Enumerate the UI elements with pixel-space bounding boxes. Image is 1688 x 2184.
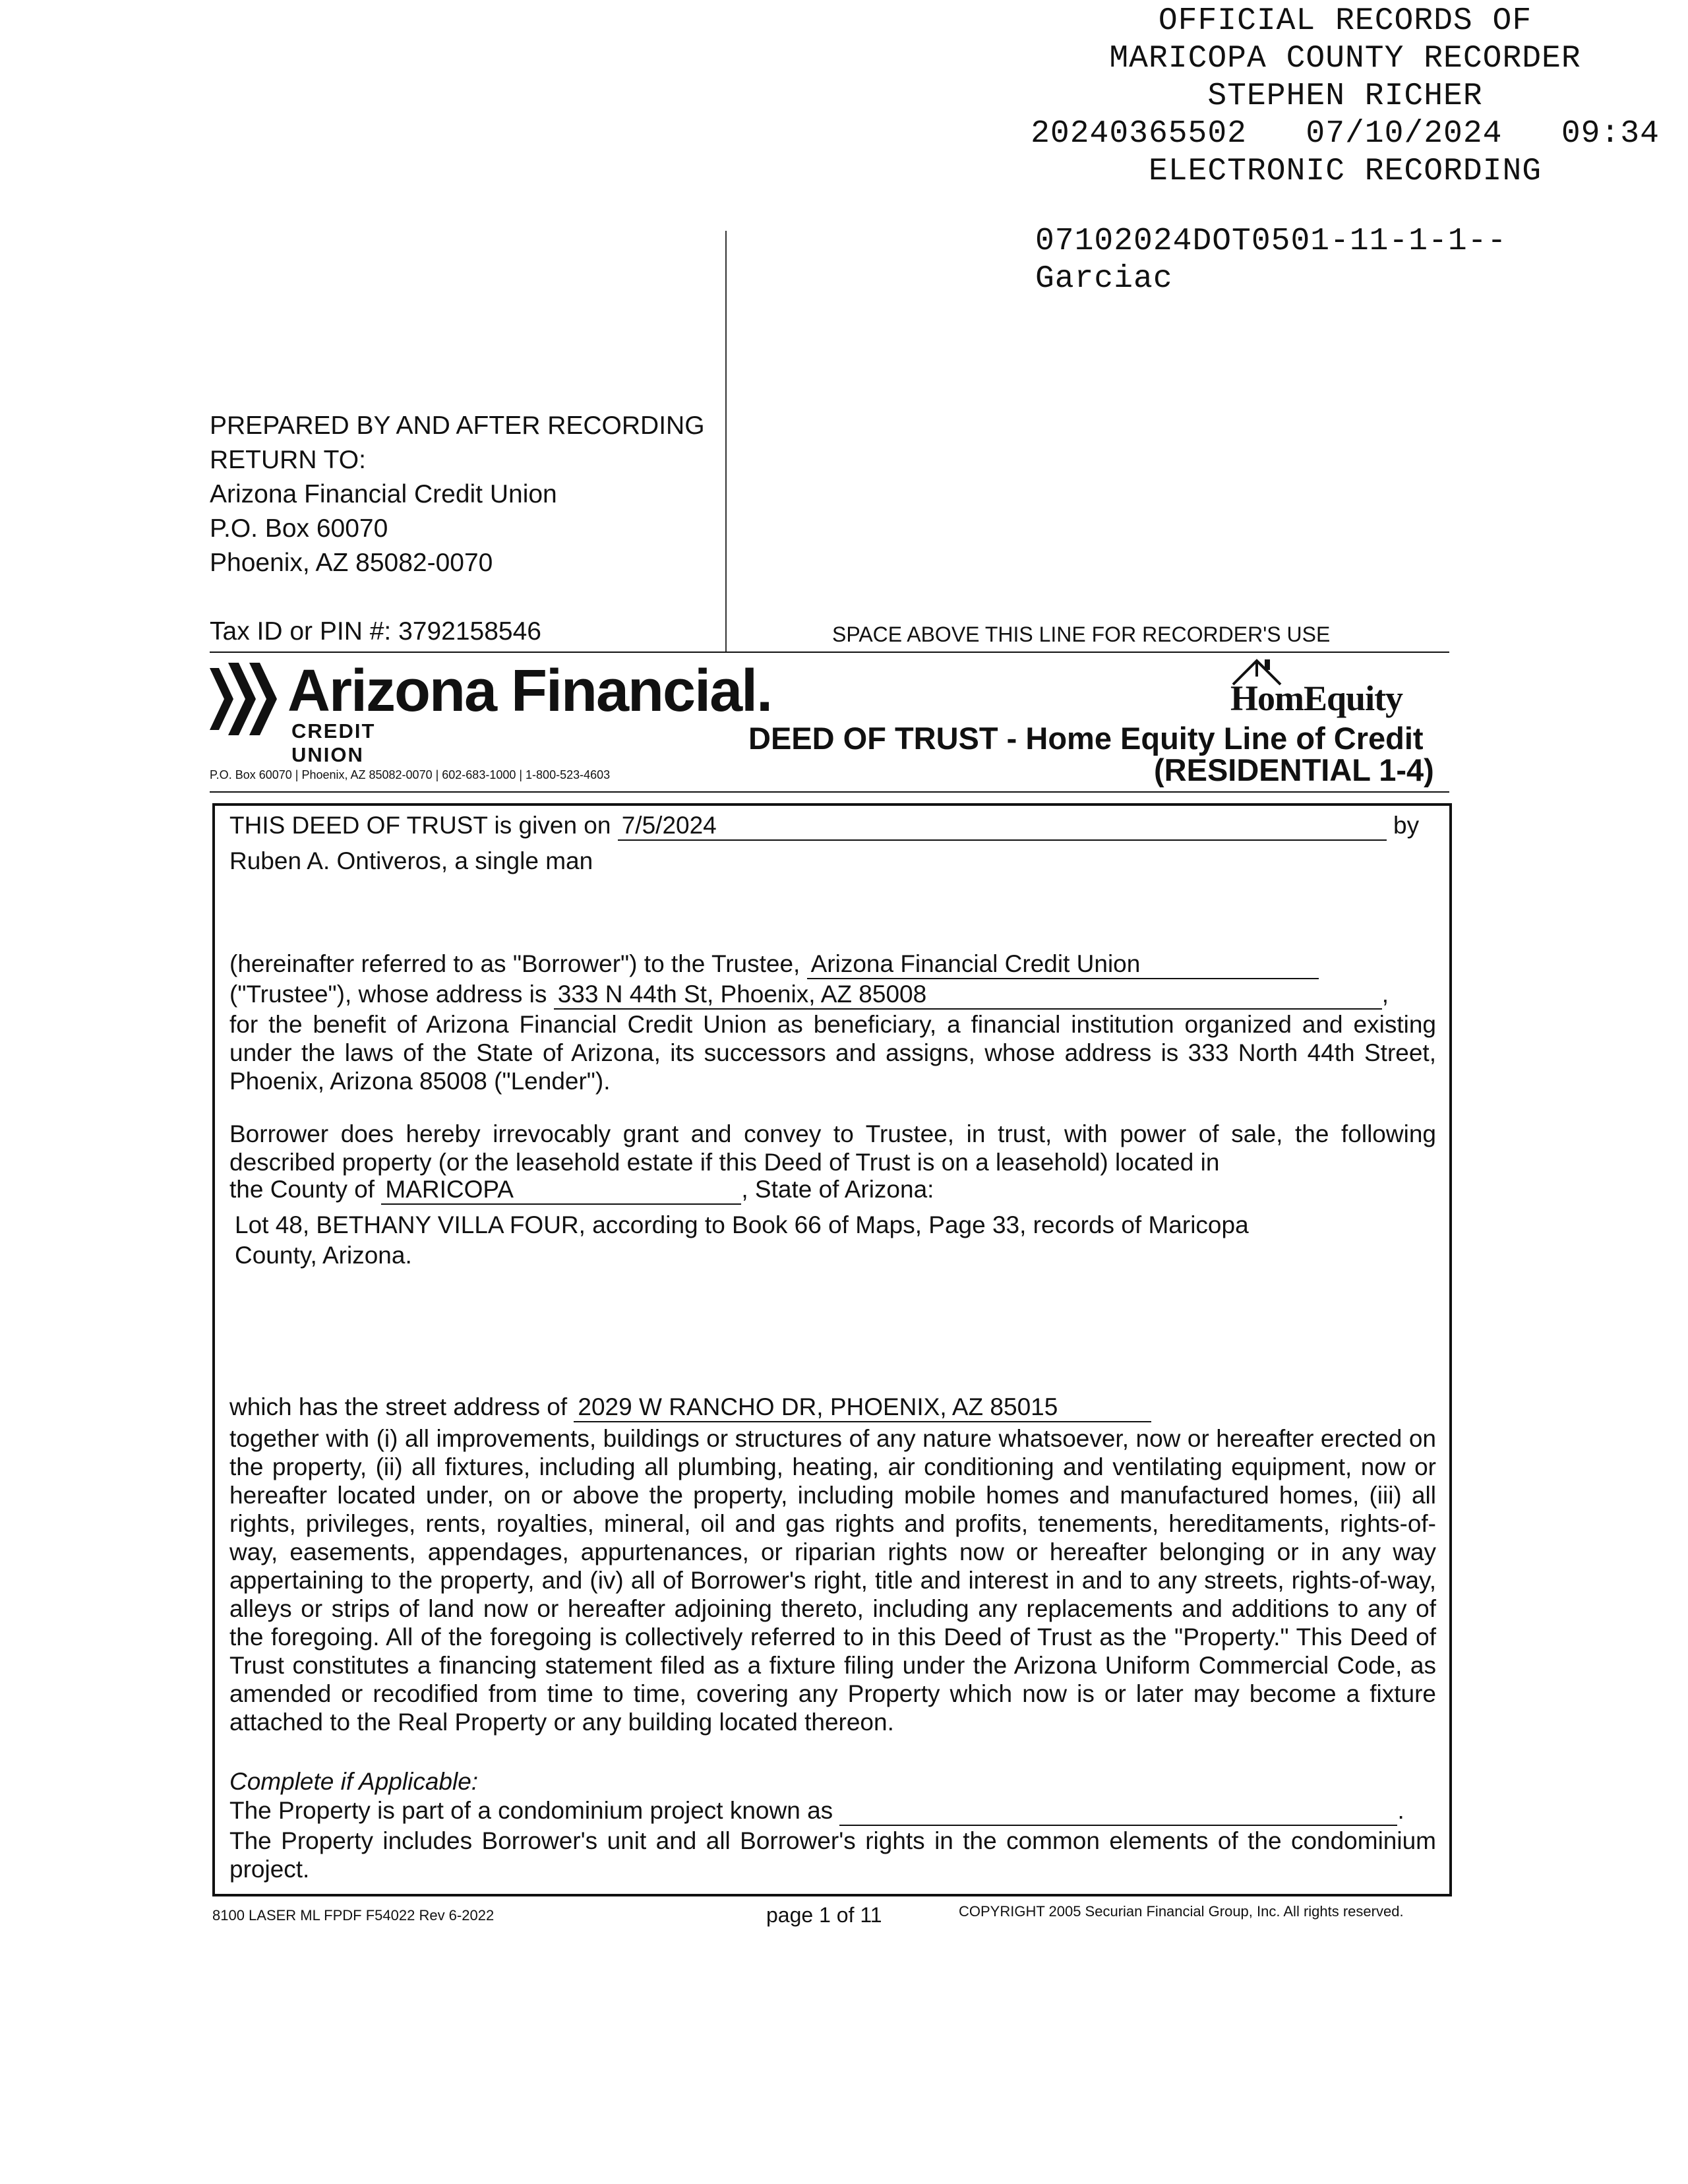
return-po-box: P.O. Box 60070: [210, 514, 388, 543]
title-rule: [210, 791, 1449, 793]
grant-paragraph: Borrower does hereby irrevocably grant and convey to Trustee, in trust, with power of sale, the following described property (or the leasehold estate if this Deed of Trust is on a leasehold) located in: [229, 1120, 1436, 1176]
trustee-prefix: (hereinafter referred to as "Borrower") to the Trustee,: [229, 950, 800, 977]
home-equity-text: HomEquity: [1230, 679, 1403, 718]
condo-paragraph: The Property includes Borrower's unit and all Borrower's rights in the common elements of the condominium project.: [229, 1827, 1436, 1883]
space-above-label: SPACE ABOVE THIS LINE FOR RECORDER'S USE: [832, 622, 1331, 646]
county-name: MARICOPA: [381, 1175, 741, 1205]
page-number: page 1 of 11: [766, 1903, 882, 1927]
recorder-divider: [725, 231, 727, 653]
form-number: 8100 LASER ML FPDF F54022 Rev 6-2022: [212, 1907, 495, 1924]
legal-description-line1: Lot 48, BETHANY VILLA FOUR, according to Book 66 of Maps, Page 33, records of Maricopa: [235, 1211, 1249, 1238]
street-address-line: [229, 1393, 1436, 1422]
record-date: 07/10/2024: [1306, 116, 1503, 152]
county-suffix: , State of Arizona:: [741, 1176, 934, 1203]
trustee-address: 333 N 44th St, Phoenix, AZ 85008: [554, 980, 1382, 1010]
return-city: Phoenix, AZ 85082-0070: [210, 549, 493, 577]
county-prefix: the County of: [229, 1176, 375, 1203]
clerk-name: Garciac: [1035, 261, 1173, 297]
county-line: [229, 1175, 1436, 1205]
stamp-line-county: MARICOPA COUNTY RECORDER: [1109, 41, 1581, 76]
condo-name-blank: [839, 1796, 1397, 1826]
address-prefix: ("Trustee"), whose address is: [229, 981, 547, 1008]
prepared-by-line2: RETURN TO:: [210, 446, 366, 474]
logo-name: Arizona Financial.: [287, 658, 772, 724]
prepared-by-block: [210, 409, 705, 580]
street-prefix: which has the street address of: [229, 1393, 568, 1420]
condo-line: The Property is part of a condominium project known as .: [229, 1796, 1436, 1826]
stamp-line-recorder: STEPHEN RICHER: [1207, 78, 1483, 114]
deed-body-box: [212, 803, 1452, 1896]
beneficiary-paragraph: for the benefit of Arizona Financial Credit Union as beneficiary, a financial institution organized and existing under the laws of the State of Arizona, its successors and assigns, whose address is 333 North 44th Street, Phoenix, Arizona 85008 ("Lender").: [229, 1011, 1436, 1095]
trustee-address-line: ("Trustee"), whose address is 333 N 44th St, Phoenix, AZ 85008 ,: [229, 980, 1436, 1010]
copyright: COPYRIGHT 2005 Securian Financial Group, Inc. All rights reserved.: [959, 1903, 1404, 1920]
doc-code: 07102024DOT0501-11-1-1--: [1035, 224, 1507, 259]
record-time: 09:34: [1561, 116, 1660, 152]
condo-prefix: The Property is part of a condominium project known as: [229, 1797, 833, 1824]
logo-sub: CREDIT UNION: [291, 719, 376, 766]
given-on-date: 7/5/2024: [618, 811, 1387, 841]
stamp-line-electronic: ELECTRONIC RECORDING: [1148, 154, 1542, 189]
recorder-use-line: [210, 652, 1449, 653]
together-paragraph: together with (i) all improvements, buildings or structures of any nature whatsoever, now or hereafter erected on the property, (ii) all fixtures, including all plumbing, heating, air conditioning and ventilating equipment, now or hereafter located under, on or above the property, including mobile homes and manufactured homes, (iii) all rights, privileges, rents, royalties, mineral, oil and gas rights and profits, tenements, hereditaments, rights-of-way, easements, appendages, appurtenances, or riparian rights now or hereafter belonging or in any way appertaining to the property, and (iv) all of Borrower's right, title and interest in and to any streets, rights-of-way, alleys or strips of land now or hereafter adjoining thereto, including any replacements and additions to any of the foregoing. All of the foregoing is collectively referred to in this Deed of Trust as the "Property." This Deed of Trust constitutes a financing statement filed as a fixture filing under the Arizona Uniform Commercial Code, as amended or recodified from time to time, covering any Property which now is or later may become a fixture attached to the Real Property or any building located thereon.: [229, 1425, 1436, 1736]
document-subtitle: (RESIDENTIAL 1-4): [1154, 752, 1434, 787]
document-code: [1035, 223, 1507, 298]
logo-address-line: P.O. Box 60070 | Phoenix, AZ 85082-0070 | 602-683-1000 | 1-800-523-4603: [210, 768, 611, 781]
legal-description-line2: County, Arizona.: [235, 1242, 412, 1269]
home-equity-logo: [1226, 657, 1448, 720]
tax-id: Tax ID or PIN #: 3792158546: [210, 617, 541, 646]
stamp-record-line: [1015, 115, 1675, 153]
by-label: by: [1393, 812, 1420, 839]
return-org: Arizona Financial Credit Union: [210, 480, 557, 508]
document-title: DEED OF TRUST - Home Equity Line of Credit: [748, 721, 1424, 756]
prepared-by-line1: PREPARED BY AND AFTER RECORDING: [210, 411, 705, 440]
borrower-name: Ruben A. Ontiveros, a single man: [229, 847, 593, 874]
trustee-line: [229, 950, 1436, 979]
record-number: 20240365502: [1031, 116, 1247, 152]
given-on-line: [229, 811, 1436, 841]
trustee-name: Arizona Financial Credit Union: [807, 950, 1319, 979]
stamp-line-official: OFFICIAL RECORDS OF: [1158, 3, 1532, 39]
recorder-stamp: [1015, 3, 1675, 191]
chevron-logo-icon: [210, 663, 279, 735]
street-address: 2029 W RANCHO DR, PHOENIX, AZ 85015: [574, 1393, 1151, 1422]
complete-if-applicable: Complete if Applicable:: [229, 1768, 479, 1795]
given-on-label: THIS DEED OF TRUST is given on: [229, 812, 611, 839]
